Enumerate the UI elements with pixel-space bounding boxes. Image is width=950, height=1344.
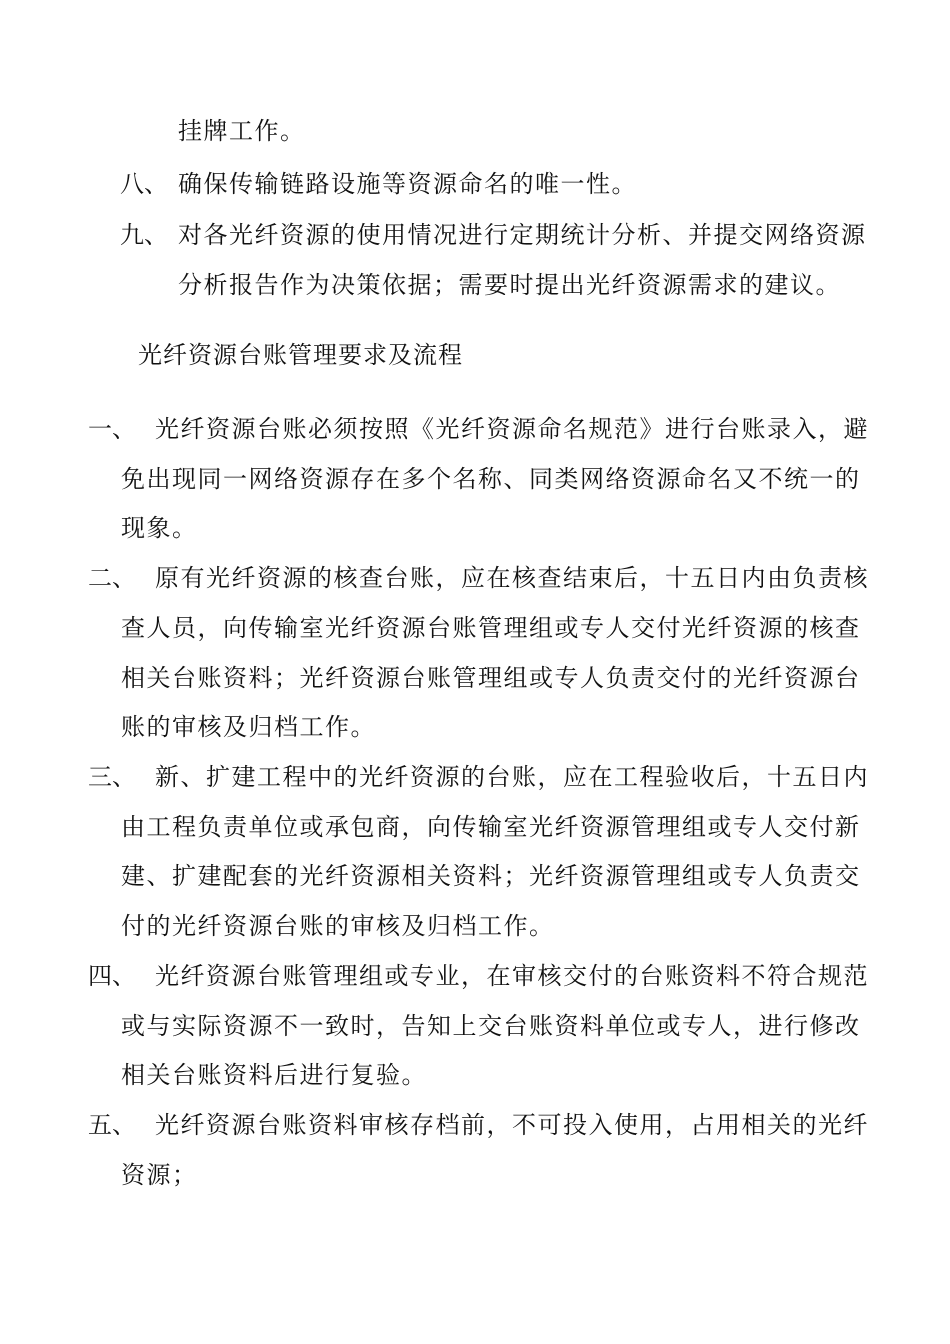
item-2-line-1: 原有光纤资源的核查台账，应在核查结束后，十五日内由负责核 (155, 564, 869, 592)
item-9-number: 九、 (120, 221, 168, 249)
item-1-line-2: 免出现同一网络资源存在多个名称、同类网络资源命名又不统一的 (121, 465, 861, 493)
item-3-line-1: 新、扩建工程中的光纤资源的台账，应在工程验收后，十五日内 (155, 763, 869, 791)
item-9-line-1: 对各光纤资源的使用情况进行定期统计分析、并提交网络资源 (178, 221, 867, 249)
item-9-line-2: 分析报告作为决策依据；需要时提出光纤资源需求的建议。 (178, 271, 841, 299)
item-3-line-4: 付的光纤资源台账的审核及归档工作。 (121, 912, 555, 940)
item-3-line-2: 由工程负责单位或承包商，向传输室光纤资源管理组或专人交付新 (121, 813, 861, 841)
item-2-line-3: 相关台账资料；光纤资源台账管理组或专人负责交付的光纤资源台 (121, 664, 861, 692)
item-2-number: 二、 (88, 564, 136, 592)
item-8-text: 确保传输链路设施等资源命名的唯一性。 (178, 170, 637, 198)
item-1-line-3: 现象。 (121, 514, 198, 542)
item-4-line-3: 相关台账资料后进行复验。 (121, 1061, 427, 1089)
item-3-number: 三、 (88, 763, 136, 791)
item-3-line-3: 建、扩建配套的光纤资源相关资料；光纤资源管理组或专人负责交 (121, 862, 861, 890)
item-4-line-1: 光纤资源台账管理组或专业，在审核交付的台账资料不符合规范 (155, 962, 869, 990)
item-4-line-2: 或与实际资源不一致时，告知上交台账资料单位或专人，进行修改 (121, 1012, 861, 1040)
item-5-number: 五、 (88, 1111, 136, 1139)
item-2-line-4: 账的审核及归档工作。 (121, 713, 376, 741)
item-5-line-2: 资源； (121, 1161, 198, 1189)
continuation-text: 挂牌工作。 (178, 117, 306, 145)
item-8-number: 八、 (120, 170, 168, 198)
item-4-number: 四、 (88, 962, 136, 990)
item-1-line-1: 光纤资源台账必须按照《光纤资源命名规范》进行台账录入，避 (155, 415, 869, 443)
item-2-line-2: 查人员，向传输室光纤资源台账管理组或专人交付光纤资源的核查 (121, 614, 861, 642)
item-5-line-1: 光纤资源台账资料审核存档前，不可投入使用，占用相关的光纤 (155, 1111, 869, 1139)
item-1-number: 一、 (88, 415, 136, 443)
section-heading: 光纤资源台账管理要求及流程 (138, 341, 463, 369)
